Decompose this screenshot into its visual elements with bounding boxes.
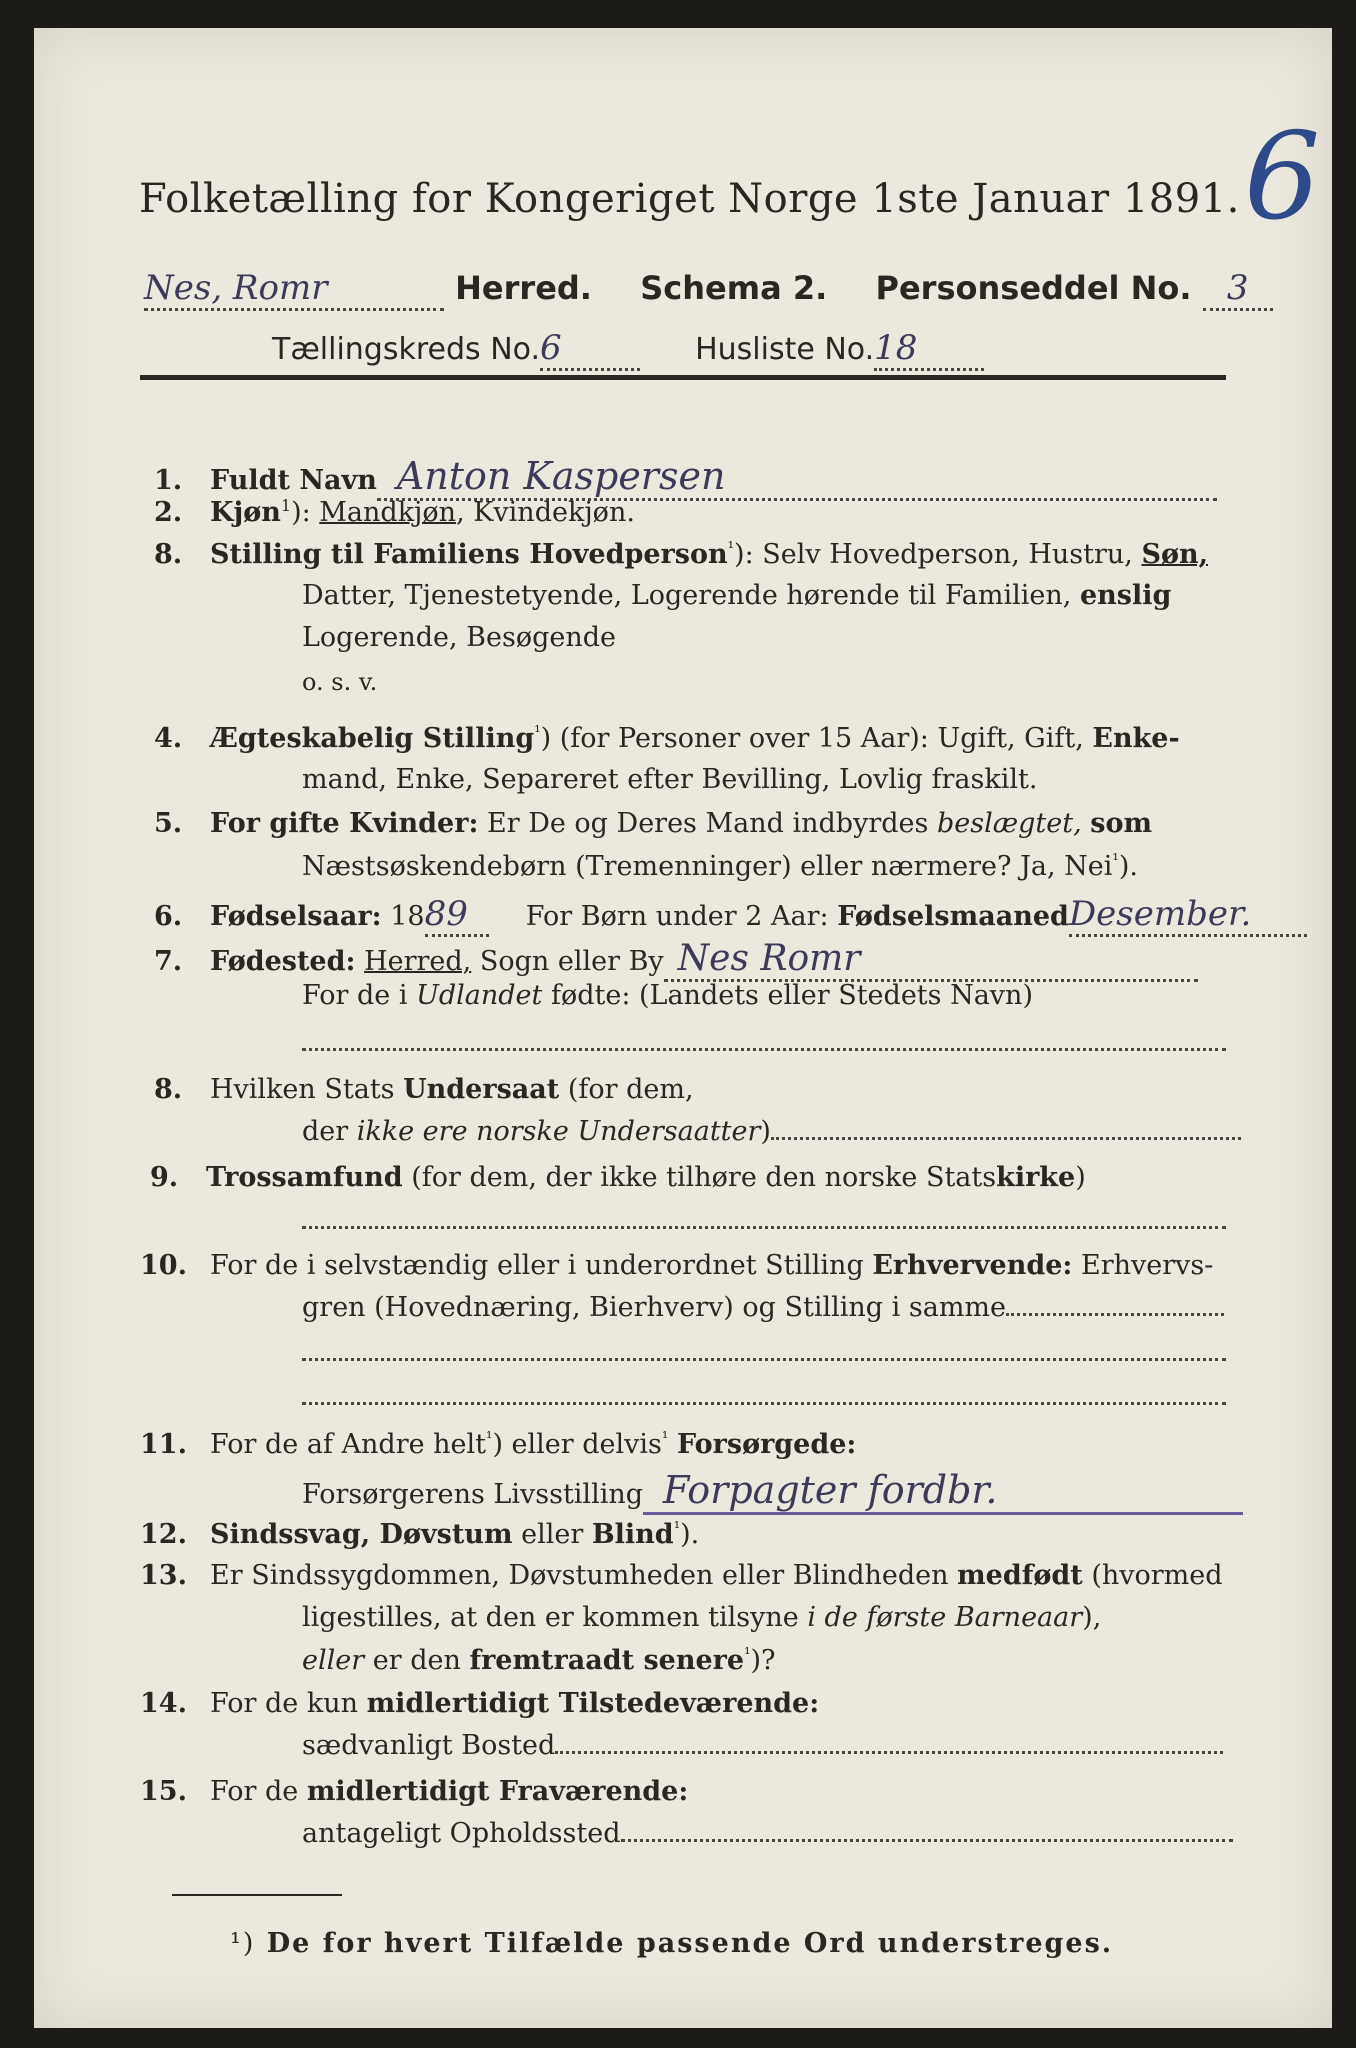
q12-row: 12. Sindssvag, Døvstum eller Blind$^{^1}$). bbox=[140, 1518, 700, 1550]
herred-line bbox=[144, 268, 1273, 311]
herred-label: Herred. bbox=[455, 269, 592, 307]
q7-selected-option: Herred, bbox=[364, 946, 472, 977]
q2-row: 2. Kjøn$^1$): Mandkjøn, Kvindekjøn. bbox=[154, 496, 635, 528]
q6-row: 6. Fødselsaar: 1889 For Børn under 2 Aar: FødselsmaanedDesember. bbox=[154, 894, 1307, 937]
footnote: ¹) De for hvert Tilfælde passende Ord understreges. bbox=[230, 1928, 1114, 1959]
q10-blank-line-1 bbox=[302, 1358, 1226, 1361]
q10-blank-line-2 bbox=[302, 1402, 1226, 1405]
personseddel-value: 3 bbox=[1203, 268, 1273, 311]
q8-row: 8. Hvilken Stats Undersaat (for dem, bbox=[154, 1074, 694, 1105]
census-form-sheet: Folketælling for Kongeriget Norge 1ste Januar 1891. 6 Nes, Romr Herred. Schema 2. Personseddel No. 3 Tællingskreds No.6 Husliste No.18 1. Fuldt Navn Anton Kaspersen 2. Kjøn$^1$): Mandkjøn, Kvindekjøn. 8. Stilling til Familiens Hovedperson$^{^1}$): Selv Hovedperson, Hustru, Søn, Datter, Tjenestetyende, Logerende hørende til Familien, enslig Logerende, Besøgende o. s. v. 4. Ægteskabelig Stilling$^{^1}$) (for Personer over 15 Aar): Ugift, Gift, Enke- mand, Enke, Separeret efter Bevilling, Lovlig fraskilt. 5. For gifte Kvinder: Er De og Deres Mand indbyrdes beslægtet, som Næstsøskendebørn (Tremenninger) eller nærmere? Ja, Nei$^{^1}$). 6. Fødselsaar: 1889 For Børn under 2 Aar: FødselsmaanedDesember. 7. Fødested: Herred, Sogn eller By Nes Romr For de i Udlandet fødte: (Landets eller Stedets Navn) 8. Hvilken Stats Undersaat (for dem, der ikke ere norske Undersaatter) 9. Trossamfund (for dem, der ikke tilhøre den norske Statskirke) 10. For de i selvstændig eller i underordnet Stilling Erhvervende: Erhvervs- gren (Hovednæring, Bierhverv) og Stilling i samme 11. For de af Andre helt$^{^1}$) eller delvis$^{^1}$ Forsørgede: Forsørgerens Livsstilling Forpagter fordbr. 12. Sindssvag, Døvstum eller Blind$^{^1}$). 13. Er Sindssygdommen, Døvstumheden eller Blindheden medfødt (hvormed ligestilles, at den er kommen tilsyne i de første Barneaar), eller er den fremtraadt senere$^{^1}$)? 14. For de kun midlertidigt Tilstedeværende: sædvanligt Bosted 15. For de midlertidigt Fraværende: antageligt Opholdssted ¹) De for hvert Tilfælde passende Ord understreges. bbox=[34, 28, 1332, 2028]
q7-blank-line bbox=[302, 1048, 1226, 1051]
q6-month: Desember. bbox=[1069, 894, 1307, 937]
corner-sheet-number: 6 bbox=[1244, 108, 1321, 247]
personseddel-label: Personseddel No. bbox=[875, 269, 1192, 307]
q9-row: 9. Trossamfund (for dem, der ikke tilhøre den norske Statskirke) bbox=[150, 1162, 1086, 1193]
husliste-label: Husliste No. bbox=[695, 332, 875, 367]
q9-blank-line bbox=[302, 1226, 1226, 1229]
q14-answer-line bbox=[555, 1751, 1223, 1754]
form-title bbox=[139, 176, 1240, 222]
q11-answer: Forpagter fordbr. bbox=[643, 1468, 1243, 1515]
q1-row: 1. Fuldt Navn Anton Kaspersen bbox=[154, 454, 1217, 501]
q5-row: 5. For gifte Kvinder: Er De og Deres Mand indbyrdes beslægtet, som bbox=[154, 808, 1153, 839]
q8-answer-line bbox=[771, 1137, 1241, 1140]
q14-row: 14. For de kun midlertidigt Tilstedeværende: bbox=[140, 1688, 820, 1719]
q7-answer: Nes Romr bbox=[664, 938, 1198, 982]
form-title-text: Folketælling for Kongeriget Norge 1ste Januar 1891. bbox=[139, 176, 1240, 222]
q6-year: 89 bbox=[425, 894, 489, 937]
q13-row: 13. Er Sindssygdommen, Døvstumheden eller Blindheden medfødt (hvormed bbox=[140, 1560, 1223, 1591]
kreds-label: Tællingskreds No. bbox=[272, 332, 540, 367]
q11-row: 11. For de af Andre helt$^{^1}$) eller delvis$^{^1}$ Forsørgede: bbox=[140, 1428, 857, 1460]
q3-row: 8. Stilling til Familiens Hovedperson$^{^1}$): Selv Hovedperson, Hustru, Søn, bbox=[154, 538, 1209, 570]
footnote-rule bbox=[172, 1894, 342, 1896]
q3-selected-option: Søn, bbox=[1141, 539, 1209, 570]
q7-row: 7. Fødested: Herred, Sogn eller By Nes Romr bbox=[154, 938, 1198, 982]
kreds-value: 6 bbox=[540, 328, 640, 371]
schema-label: Schema 2. bbox=[640, 269, 828, 307]
header-rule bbox=[140, 375, 1226, 380]
kreds-line bbox=[272, 328, 984, 371]
q4-row: 4. Ægteskabelig Stilling$^{^1}$) (for Personer over 15 Aar): Ugift, Gift, Enke- bbox=[154, 722, 1180, 754]
q10-answer-line bbox=[1006, 1313, 1224, 1316]
husliste-value: 18 bbox=[874, 328, 984, 371]
q1-answer: Anton Kaspersen bbox=[377, 454, 1217, 501]
herred-value: Nes, Romr bbox=[144, 268, 444, 311]
q1-label: Fuldt Navn bbox=[210, 465, 377, 496]
q15-answer-line bbox=[621, 1839, 1233, 1842]
q15-row: 15. For de midlertidigt Fraværende: bbox=[140, 1776, 689, 1807]
q10-row: 10. For de i selvstændig eller i underordnet Stilling Erhvervende: Erhvervs- bbox=[140, 1250, 1214, 1281]
q2-selected-option: Mandkjøn bbox=[319, 497, 457, 528]
